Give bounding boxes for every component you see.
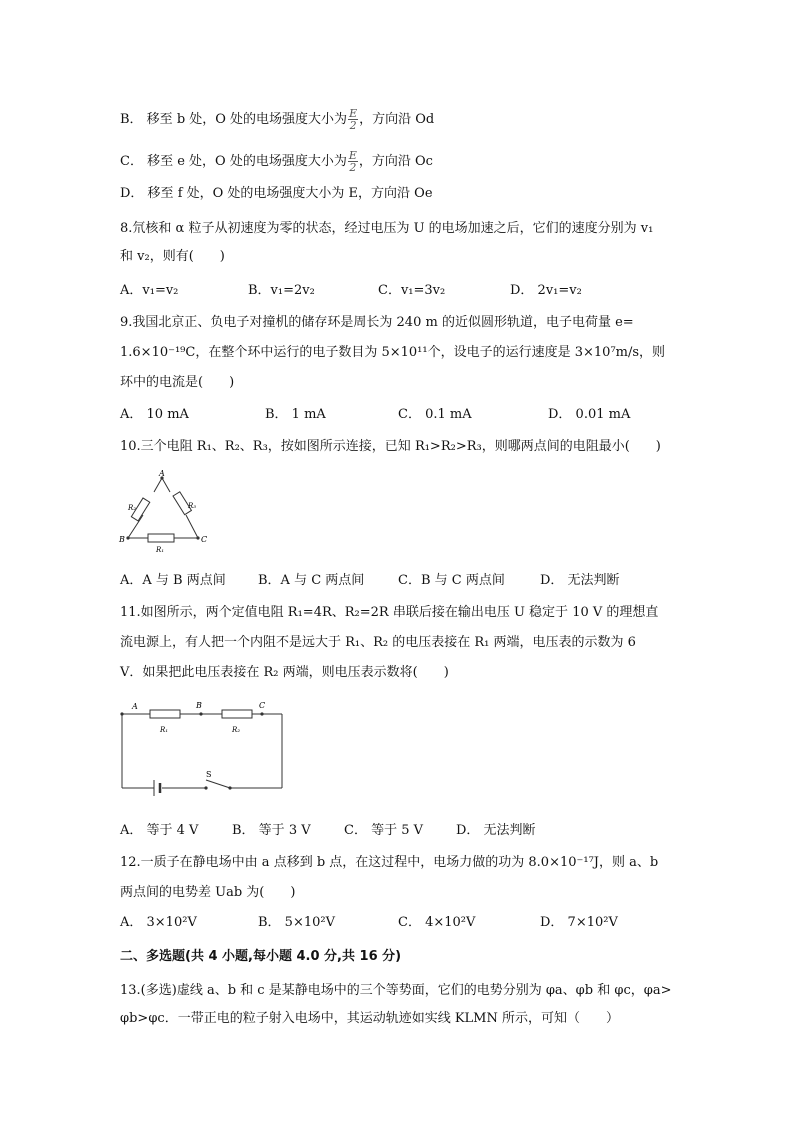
q8-option-c: C．v₁=3v₂ xyxy=(378,283,446,298)
q10-stem: 10.三个电阻 R₁、R₂、R₃，按如图所示连接，已知 R₁>R₂>R₃，则哪两点间的电阻最小( ) xyxy=(120,439,661,454)
q9-option-b: B． 1 mA xyxy=(265,407,326,422)
q10-option-a: A．A 与 B 两点间 xyxy=(120,573,226,588)
q11-option-a: A． 等于 4 V xyxy=(120,823,199,838)
q13-stem-line2: φb>φc．一带正电的粒子射入电场中，其运动轨迹如实线 KLMN 所示，可知（ ） xyxy=(120,1011,619,1026)
label-r1: R₁ xyxy=(160,726,169,734)
label-b: B xyxy=(196,701,202,710)
label-r2: R₂ xyxy=(128,504,137,512)
option-b-prev xyxy=(120,108,434,131)
q9-option-a: A． 10 mA xyxy=(120,407,189,422)
label-c: C xyxy=(201,535,208,544)
q12-stem-line1: 12.一质子在静电场中由 a 点移到 b 点，在这过程中，电场力做的功为 8.0×10⁻¹⁷J，则 a、b xyxy=(120,855,659,870)
label-a: A xyxy=(159,470,165,478)
q12-option-d: D． 7×10²V xyxy=(540,915,618,930)
option-d-prev: D． 移至 f 处，O 处的电场强度大小为 E，方向沿 Oe xyxy=(120,186,433,201)
q10-option-c: C．B 与 C 两点间 xyxy=(398,573,505,588)
option-text-tail: ，方向沿 Oc xyxy=(358,154,433,169)
q13-stem-line1: 13.(多选)虚线 a、b 和 c 是某静电场中的三个等势面，它们的电势分别为 φa、φb 和 φc，φa> xyxy=(120,983,672,998)
q8-option-a: A．v₁=v₂ xyxy=(120,283,179,298)
q9-stem-line3: 环中的电流是( ) xyxy=(120,375,235,390)
q8-option-d: D． 2v₁=v₂ xyxy=(510,283,582,298)
q10-triangle-circuit-figure xyxy=(118,470,218,558)
label-c: C xyxy=(259,701,266,710)
q8-option-b: B．v₁=2v₂ xyxy=(248,283,315,298)
option-text: B． 移至 b 处，O 处的电场强度大小为 xyxy=(120,112,348,127)
q11-option-d: D． 无法判断 xyxy=(456,823,536,838)
q11-stem-line3: V．如果把此电压表接在 R₂ 两端，则电压表示数将( ) xyxy=(120,665,449,680)
label-a: A xyxy=(132,702,138,711)
q9-option-d: D． 0.01 mA xyxy=(548,407,631,422)
q11-option-c: C． 等于 5 V xyxy=(344,823,424,838)
q12-option-c: C． 4×10²V xyxy=(398,915,476,930)
option-text: C． 移至 e 处，O 处的电场强度大小为 xyxy=(120,154,347,169)
option-c-prev xyxy=(120,150,433,173)
q11-stem-line2: 流电源上，有人把一个内阻不是远大于 R₁、R₂ 的电压表接在 R₁ 两端，电压表的示数为 6 xyxy=(120,635,636,650)
option-text-tail: ，方向沿 Od xyxy=(359,112,435,127)
q10-option-d: D． 无法判断 xyxy=(540,573,620,588)
section-title-multiple-choice: 二、多选题(共 4 小题,每小题 4.0 分,共 16 分) xyxy=(120,949,402,964)
q8-stem-line1: 8.氘核和 α 粒子从初速度为零的状态，经过电压为 U 的电场加速之后，它们的速度分别为 v₁ xyxy=(120,221,654,236)
fraction-e-over-2: $\frac{E}{2}$ xyxy=(348,149,357,174)
label-b: B xyxy=(119,535,125,544)
q12-option-b: B． 5×10²V xyxy=(258,915,335,930)
label-r2: R₂ xyxy=(232,726,241,734)
q12-option-a: A． 3×10²V xyxy=(120,915,197,930)
q9-option-c: C． 0.1 mA xyxy=(398,407,472,422)
label-r1: R₁ xyxy=(156,546,165,554)
q8-stem-line2: 和 v₂，则有( ) xyxy=(120,249,225,264)
q11-series-circuit-figure xyxy=(118,700,288,802)
q9-stem-line1: 9.我国北京正、负电子对撞机的储存环是周长为 240 m 的近似圆形轨道，电子电荷量 e= xyxy=(120,315,634,330)
q9-stem-line2: 1.6×10⁻¹⁹C，在整个环中运行的电子数目为 5×10¹¹个，设电子的运行速度是 3×10⁷m/s，则 xyxy=(120,345,666,360)
label-s: S xyxy=(206,770,212,779)
q11-option-b: B． 等于 3 V xyxy=(232,823,311,838)
q10-option-b: B．A 与 C 两点间 xyxy=(258,573,365,588)
q12-stem-line2: 两点间的电势差 Uab 为( ) xyxy=(120,885,296,900)
label-r3: R₃ xyxy=(188,502,197,510)
q11-stem-line1: 11.如图所示，两个定值电阻 R₁=4R、R₂=2R 串联后接在输出电压 U 稳定于 10 V 的理想直 xyxy=(120,605,659,620)
fraction-e-over-2: $\frac{E}{2}$ xyxy=(349,107,358,132)
